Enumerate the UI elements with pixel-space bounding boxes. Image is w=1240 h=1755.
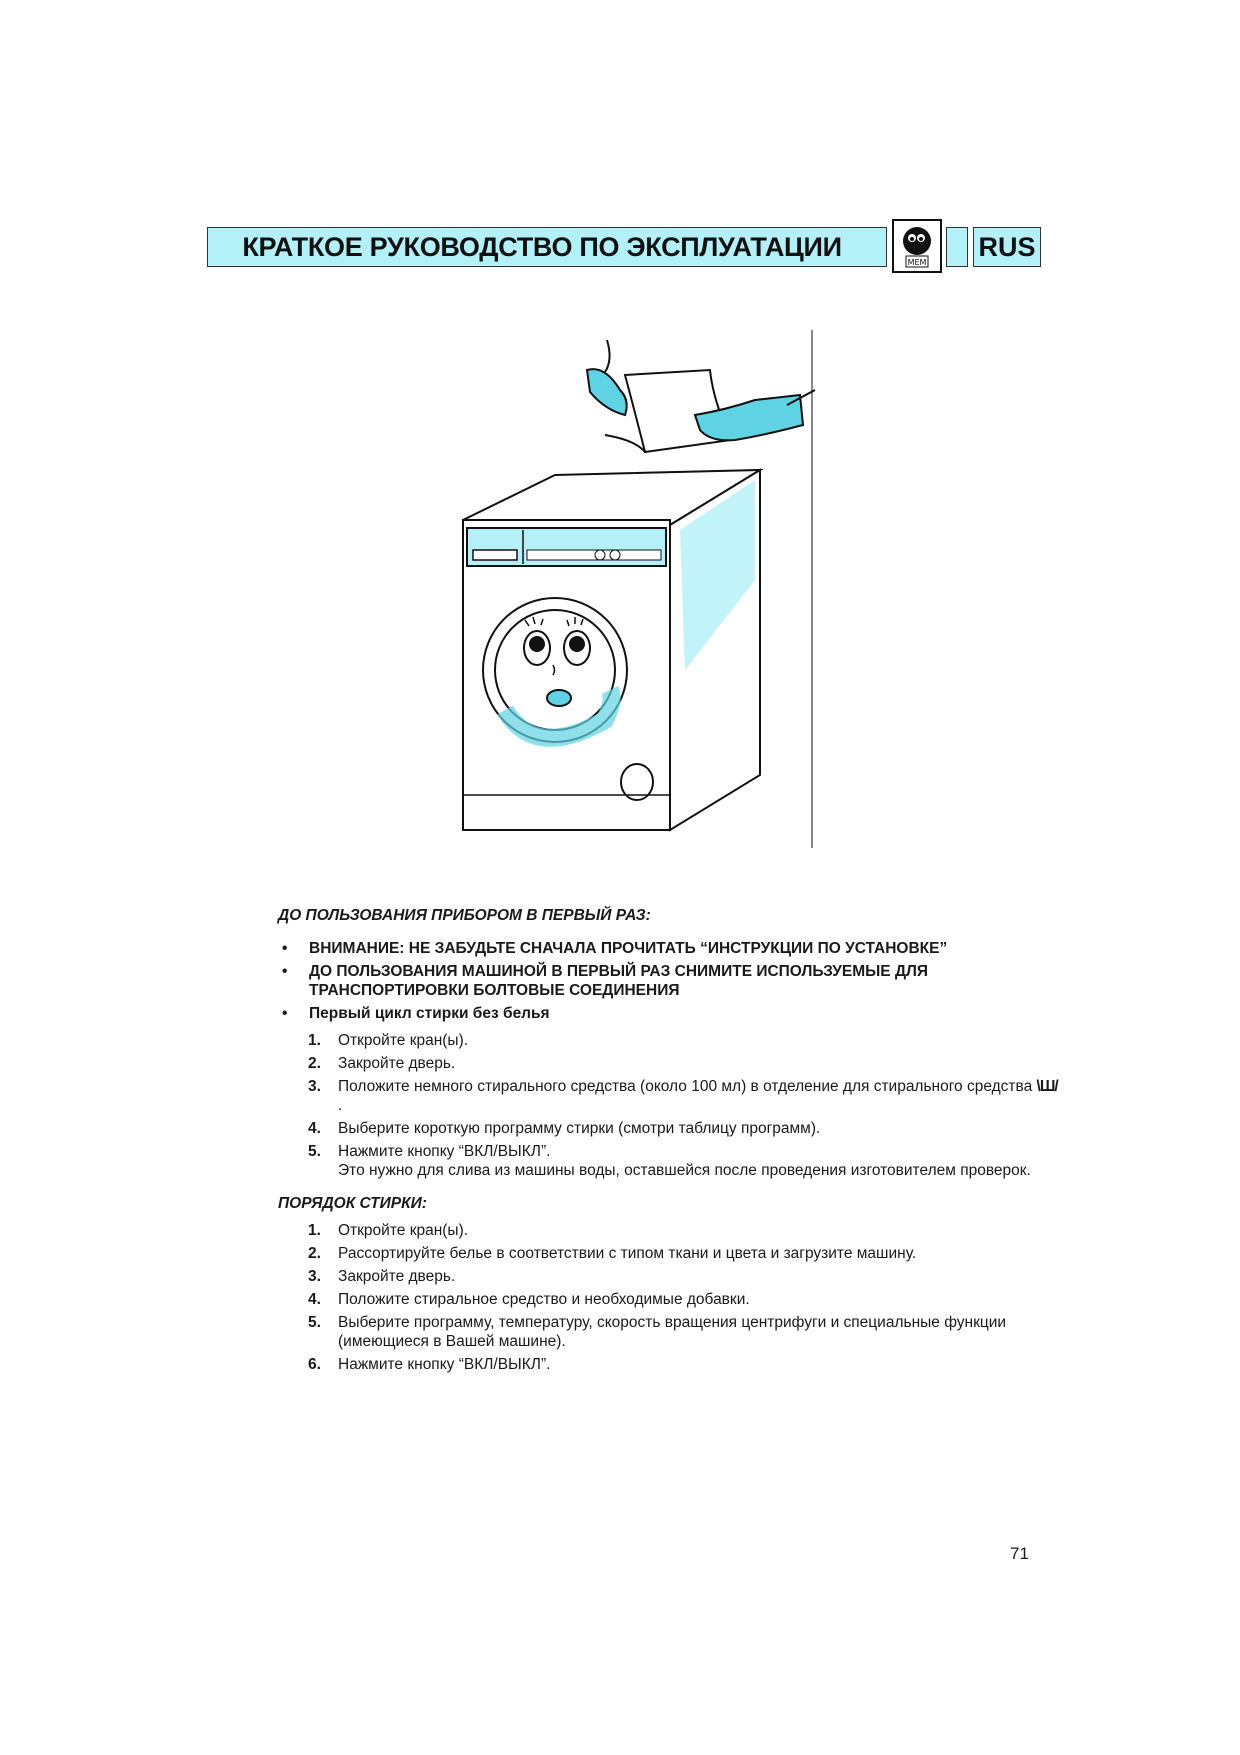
list-item: • ДО ПОЛЬЗОВАНИЯ МАШИНОЙ В ПЕРВЫЙ РАЗ СНИМИТЕ ИСПОЛЬЗУЕМЫЕ ДЛЯ ТРАНСПОРТИРОВКИ БОЛТОВЫЕ СОЕДИНЕНИЯ bbox=[278, 962, 1058, 1000]
list-item bbox=[278, 1244, 1058, 1263]
step-text-end: . bbox=[338, 1097, 343, 1114]
step-text: Нажмите кнопку “ВКЛ/ВЫКЛ”. bbox=[338, 1356, 551, 1373]
accent-box bbox=[946, 227, 968, 267]
washing-order-steps bbox=[278, 1221, 1058, 1374]
instructions bbox=[278, 906, 1058, 1378]
list-item bbox=[278, 1031, 1058, 1050]
list-item: • ВНИМАНИЕ: НЕ ЗАБУДЬТЕ СНАЧАЛА ПРОЧИТАТЬ “ИНСТРУКЦИИ ПО УСТАНОВКЕ” bbox=[278, 939, 1058, 958]
step-text: Выберите программу, температуру, скорость вращения центрифуги и специальные функции (имеющиеся в Вашей машине). bbox=[338, 1314, 1007, 1350]
page-number: 71 bbox=[1010, 1544, 1029, 1563]
step-text: Выберите короткую программу стирки (смотри таблицу программ). bbox=[338, 1120, 821, 1137]
step-number: 3. bbox=[308, 1268, 321, 1285]
step-text: Положите стиральное средство и необходимые добавки. bbox=[338, 1291, 750, 1308]
step-number: 5. bbox=[308, 1143, 321, 1160]
section-title-washing-order: ПОРЯДОК СТИРКИ: bbox=[278, 1195, 427, 1212]
list-item bbox=[278, 1119, 1058, 1138]
list-item bbox=[278, 1290, 1058, 1309]
hands-with-manual-icon bbox=[587, 340, 815, 452]
step-number: 3. bbox=[308, 1078, 321, 1095]
detergent-compartment-icon: \Ш/ bbox=[1036, 1078, 1058, 1095]
list-item bbox=[278, 1313, 1058, 1351]
language-badge: RUS bbox=[973, 227, 1041, 267]
step-text: Рассортируйте белье в соответствии с типом ткани и цвета и загрузите машину. bbox=[338, 1245, 917, 1262]
list-item bbox=[278, 1077, 1058, 1115]
first-use-bullets bbox=[278, 939, 1058, 1023]
step-number: 2. bbox=[308, 1245, 321, 1262]
step-text: Нажмите кнопку “ВКЛ/ВЫКЛ”. bbox=[338, 1143, 551, 1160]
list-item: • Первый цикл стирки без белья bbox=[278, 1004, 1058, 1023]
step-text: Закройте дверь. bbox=[338, 1268, 456, 1285]
step-number: 1. bbox=[308, 1222, 321, 1239]
washing-machine-illustration bbox=[455, 330, 835, 848]
list-item bbox=[278, 1221, 1058, 1240]
step-number: 4. bbox=[308, 1120, 321, 1137]
first-cycle-steps bbox=[278, 1031, 1058, 1180]
list-item bbox=[278, 1355, 1058, 1374]
list-item bbox=[278, 1142, 1058, 1180]
step-number: 2. bbox=[308, 1055, 321, 1072]
step-text: Откройте кран(ы). bbox=[338, 1222, 469, 1239]
step-number: 5. bbox=[308, 1314, 321, 1331]
page-title: КРАТКОЕ РУКОВОДСТВО ПО ЭКСПЛУАТАЦИИ bbox=[242, 231, 842, 262]
step-text: Откройте кран(ы). bbox=[338, 1032, 469, 1049]
step-number: 4. bbox=[308, 1291, 321, 1308]
step-text: Закройте дверь. bbox=[338, 1055, 456, 1072]
washing-machine-mascot-logo-icon bbox=[892, 219, 942, 273]
step-number: 6. bbox=[308, 1356, 321, 1373]
step-note: Это нужно для слива из машины воды, оставшейся после проведения изготовителем проверок. bbox=[338, 1162, 1031, 1179]
step-text: Положите немного стирального средства (около 100 мл) в отделение для стирального средства bbox=[338, 1078, 1033, 1095]
step-number: 1. bbox=[308, 1032, 321, 1049]
list-item bbox=[278, 1267, 1058, 1286]
section-title-first-use: ДО ПОЛЬЗОВАНИЯ ПРИБОРОМ В ПЕРВЫЙ РАЗ: bbox=[278, 907, 651, 924]
list-item bbox=[278, 1054, 1058, 1073]
title-bar bbox=[207, 227, 887, 267]
svg-text:MEM: MEM bbox=[907, 258, 927, 267]
